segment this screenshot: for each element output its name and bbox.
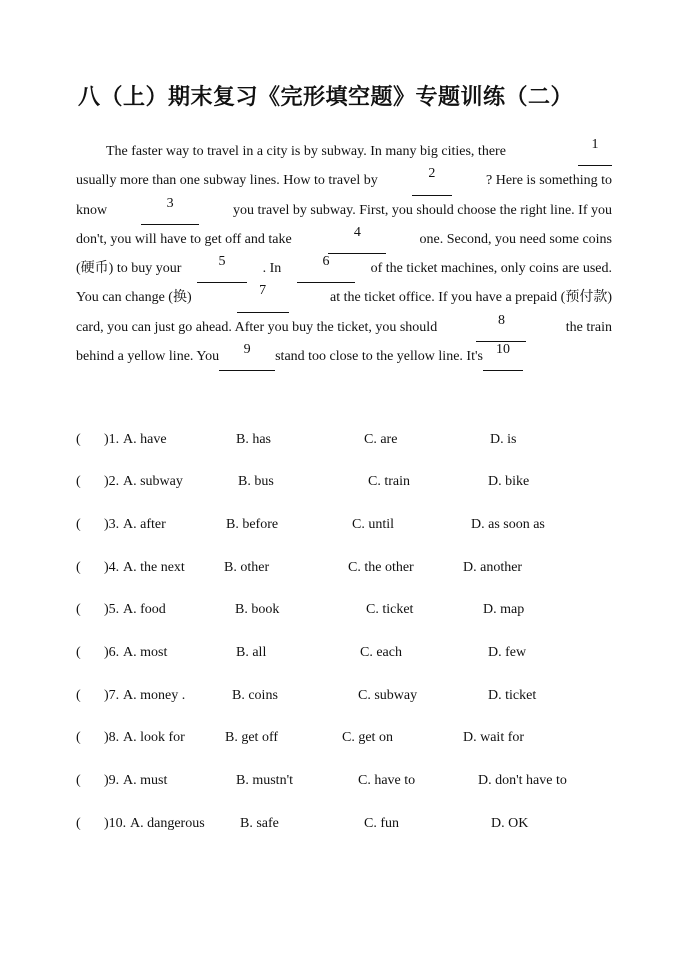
passage-text: don't, you will have to get off and take (76, 231, 296, 247)
question-row (76, 432, 612, 452)
passage-text: at the ticket office. If you have a prepaid (预付款) (330, 290, 612, 306)
option-b: B. mustn't (236, 773, 293, 788)
blank-4: 4 (328, 225, 386, 254)
answer-bracket-open: ( (76, 432, 81, 447)
option-c: C. the other (348, 560, 414, 575)
answer-bracket-open: ( (76, 602, 81, 617)
option-a: A. after (123, 517, 166, 532)
passage-text: stand too close to the yellow line. It's (275, 349, 483, 365)
option-b: B. safe (240, 816, 279, 831)
passage-text: . In (262, 261, 282, 277)
option-d: D. another (463, 560, 523, 575)
question-row (76, 517, 612, 537)
answer-bracket-open: ( (76, 816, 81, 831)
option-d: D. as soon as (471, 517, 545, 532)
option-d: D. don't have to (478, 773, 567, 788)
option-d: D. OK (491, 816, 529, 831)
question-row (76, 773, 612, 793)
option-a: A. dangerous (130, 816, 205, 831)
passage-text: behind a yellow line. You (76, 349, 220, 365)
answer-bracket-open: ( (76, 688, 81, 703)
question-number: )5. (104, 602, 120, 617)
passage-line (76, 166, 612, 195)
question-row (76, 560, 612, 580)
question-row (76, 688, 612, 708)
option-c: C. each (360, 645, 402, 660)
passage-line (76, 313, 612, 342)
blank-1: 1 (578, 137, 612, 166)
passage (76, 137, 612, 371)
option-a: A. have (123, 432, 167, 447)
blank-10: 10 (483, 342, 523, 371)
option-c: C. have to (358, 773, 416, 788)
question-row (76, 730, 612, 750)
option-c: C. are (364, 432, 398, 447)
option-a: A. must (123, 773, 168, 788)
option-c: C. get on (342, 730, 393, 745)
blank-6: 6 (297, 254, 355, 283)
passage-text: ? Here is something to (486, 173, 612, 189)
option-c: C. subway (358, 688, 418, 703)
answer-bracket-open: ( (76, 517, 81, 532)
blank-9: 9 (219, 342, 275, 371)
answer-bracket-open: ( (76, 773, 81, 788)
passage-text: You can change (换) (76, 290, 196, 306)
passage-text: one. Second, you need some coins (419, 231, 612, 247)
passage-line (76, 225, 612, 254)
question-number: )3. (104, 517, 120, 532)
blank-8: 8 (476, 313, 526, 342)
question-row (76, 645, 612, 665)
passage-line (76, 196, 612, 225)
blank-3: 3 (141, 196, 199, 225)
option-a: A. subway (123, 474, 183, 489)
option-a: A. most (123, 645, 168, 660)
option-d: D. bike (488, 474, 530, 489)
option-a: A. the next (123, 560, 185, 575)
option-c: C. ticket (366, 602, 414, 617)
passage-line (76, 137, 612, 166)
option-b: B. before (226, 517, 279, 532)
option-b: B. other (224, 560, 270, 575)
passage-text: the train (562, 319, 612, 335)
option-c: C. train (368, 474, 410, 489)
option-d: D. few (488, 645, 527, 660)
passage-text: (硬币) to buy your (76, 261, 182, 277)
answer-bracket-open: ( (76, 730, 81, 745)
passage-line (76, 283, 612, 312)
option-b: B. bus (238, 474, 274, 489)
option-b: B. has (236, 432, 271, 447)
question-number: )10. (104, 816, 127, 831)
blank-5: 5 (197, 254, 247, 283)
answer-bracket-open: ( (76, 474, 81, 489)
passage-text: of the ticket machines, only coins are used. (370, 261, 612, 277)
question-row (76, 602, 612, 622)
passage-line (76, 254, 612, 283)
option-c: C. until (352, 517, 395, 532)
question-number: )9. (104, 773, 120, 788)
option-a: A. money . (123, 688, 186, 703)
question-row (76, 474, 612, 494)
answer-bracket-open: ( (76, 560, 81, 575)
question-number: )6. (104, 645, 120, 660)
passage-text: usually more than one subway lines. How to travel by (76, 173, 378, 189)
question-row (76, 816, 612, 836)
blank-7: 7 (237, 283, 289, 312)
option-a: A. look for (123, 730, 185, 745)
passage-text: card, you can just go ahead. After you buy the ticket, you should (76, 319, 441, 335)
option-d: D. ticket (488, 688, 537, 703)
question-number: )1. (104, 432, 120, 447)
option-d: D. wait for (463, 730, 525, 745)
option-d: D. is (490, 432, 517, 447)
option-b: B. coins (232, 688, 278, 703)
blank-2: 2 (412, 166, 452, 195)
question-number: )2. (104, 474, 120, 489)
page-title: 八（上）期末复习《完形填空题》专题训练（二） (78, 85, 574, 110)
question-number: )8. (104, 730, 120, 745)
question-number: )4. (104, 560, 120, 575)
option-d: D. map (483, 602, 525, 617)
option-c: C. fun (364, 816, 399, 831)
passage-line (76, 342, 612, 371)
answer-bracket-open: ( (76, 645, 81, 660)
question-number: )7. (104, 688, 120, 703)
option-b: B. all (236, 645, 267, 660)
option-a: A. food (123, 602, 166, 617)
passage-text: The faster way to travel in a city is by subway. In many big cities, there (106, 144, 506, 159)
option-b: B. get off (225, 730, 279, 745)
passage-text: know (76, 202, 108, 218)
passage-text: you travel by subway. First, you should choose the right line. If you (233, 202, 612, 218)
option-b: B. book (235, 602, 280, 617)
